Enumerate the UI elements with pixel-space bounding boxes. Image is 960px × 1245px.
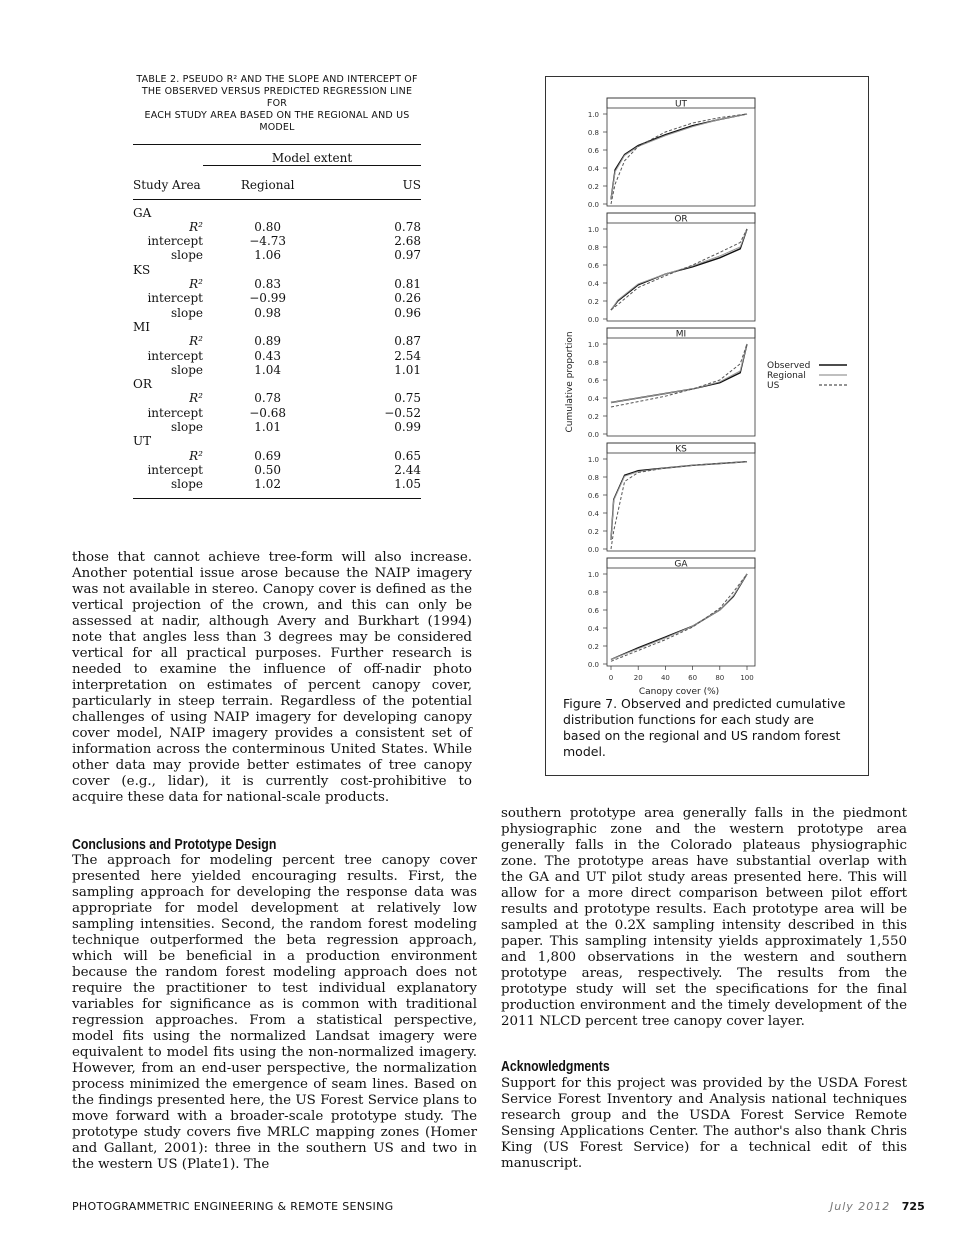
left-column-text: those that cannot achieve tree-form will also increase. Another potential issue arose because the NAIP imagery was not available in stereo. Canopy cover is defined as the vertical projection of the crown, and this can only be assessed at nadir, although Avery and Burkhart (1994) note that angles less than 3 degrees may be considered vertical for all practical purposes. Further research is needed to examine the influence of off-nadir photo interpretation on estimates of percent canopy cover, particularly in steep terrain. Regardless of the potential challenges of using NAIP imagery for developing canopy cover model, NAIP imagery provides a consistent set of information across the conterminous United States. While other data may provide better estimates of tree canopy cover (e.g., lidar), it is currently cost-prohibitive to acquire these data for national-scale products. (72, 550, 472, 805)
table-cell: 0.75 (394, 391, 421, 406)
series-line-observed (611, 344, 747, 403)
panel-label: UT (674, 99, 688, 110)
table-row (133, 306, 421, 320)
table-cell: 0.80 (254, 219, 281, 234)
table-cell (332, 199, 421, 220)
y-tick-label: 0.0 (587, 546, 599, 554)
y-tick-label: 0.6 (587, 377, 599, 385)
y-tick-label: 0.0 (587, 431, 599, 439)
table-group-row (133, 263, 421, 277)
table-cell: 1.01 (254, 420, 281, 435)
table-row (133, 334, 421, 348)
series-line-us (611, 114, 747, 204)
table-row (133, 234, 421, 248)
table-cell: 0.97 (394, 248, 421, 263)
panel-frame (607, 443, 755, 551)
table-cell: slope (170, 420, 203, 435)
series-line-observed (611, 114, 747, 200)
y-tick-label: 0.0 (587, 201, 599, 209)
table-cell: 1.06 (254, 248, 281, 263)
table-row (133, 477, 421, 498)
table-cell: 1.01 (394, 362, 421, 377)
table-cell: 0.69 (254, 448, 281, 463)
table-cell: 0.87 (394, 334, 421, 349)
table-cell: GA (133, 199, 203, 220)
x-tick-label: 20 (633, 674, 643, 682)
y-tick-label: 0.0 (587, 661, 599, 669)
table-cell: 0.78 (254, 391, 281, 406)
table-group-row (133, 434, 421, 448)
acknowledgments-text: Support for this project was provided by the USDA Forest Service Forest Inventory and Analysis national techniques research group and the USDA Forest Service Remote Sensing Applications Center. The author's also thank Chris King (US Forest Service) for a technical edit of this manuscript. (501, 1076, 907, 1171)
table-cell: R² (189, 219, 203, 234)
table-2 (133, 74, 421, 499)
legend-label: US (767, 381, 780, 391)
table-cell (203, 320, 332, 334)
col-header-us: US (402, 178, 421, 193)
y-tick-label: 0.2 (587, 413, 599, 421)
y-tick-label: 0.2 (587, 298, 599, 306)
table-cell: UT (133, 434, 152, 449)
y-tick-label: 0.8 (587, 129, 599, 137)
y-tick-label: 0.4 (587, 625, 599, 633)
table-cell: intercept (147, 405, 203, 420)
y-tick-label: 0.4 (587, 395, 599, 403)
series-line-regional (611, 114, 747, 200)
series-line-us (611, 344, 747, 407)
table-cell: 1.02 (203, 477, 332, 498)
table-cell: intercept (147, 348, 203, 363)
table-cell: KS (133, 262, 151, 277)
table-cell: 0.98 (254, 305, 281, 320)
y-tick-label: 1.0 (587, 456, 599, 464)
table-cell: slope (170, 305, 203, 320)
table-cell: 2.44 (394, 462, 421, 477)
table-cell: 0.83 (254, 277, 281, 292)
table-row (133, 463, 421, 477)
table-cell: −0.68 (249, 405, 287, 420)
footer-page: 725 (901, 1200, 925, 1213)
y-tick-label: 1.0 (587, 111, 599, 119)
footer-journal: PHOTOGRAMMETRIC ENGINEERING & REMOTE SENSING (72, 1200, 394, 1213)
table-row (133, 248, 421, 262)
panel-label: KS (675, 444, 687, 455)
panel-frame (607, 328, 755, 436)
table-row (133, 391, 421, 405)
table-cell: 2.54 (394, 348, 421, 363)
table-cell: intercept (147, 234, 203, 249)
table-body (133, 144, 421, 499)
y-tick-label: 1.0 (587, 341, 599, 349)
series-line-regional (611, 462, 747, 540)
legend-label: Observed (767, 361, 811, 371)
spanner-header: Model extent (203, 145, 421, 166)
table-row (133, 220, 421, 234)
table-cell: R² (189, 334, 203, 349)
series-line-us (611, 462, 747, 549)
heading-conclusions: Conclusions and Prototype Design (72, 836, 277, 853)
x-tick-label: 60 (688, 674, 698, 682)
table-cell (203, 434, 332, 448)
y-tick-label: 0.6 (587, 492, 599, 500)
figure-7-chart (545, 76, 867, 696)
table-cell: 0.50 (254, 462, 281, 477)
table-row (133, 349, 421, 363)
table-cell: 1.05 (332, 477, 421, 498)
footer-date-page (830, 1200, 925, 1213)
table-cell: 0.43 (254, 348, 281, 363)
x-axis-label: Canopy cover (%) (638, 687, 720, 696)
table-cell: slope (133, 477, 203, 498)
y-tick-label: 1.0 (587, 571, 599, 579)
table-cell: R² (189, 448, 203, 463)
table-cell (332, 434, 421, 448)
y-tick-label: 0.2 (587, 528, 599, 536)
y-tick-label: 0.8 (587, 474, 599, 482)
table-cell: −0.99 (249, 291, 287, 306)
x-tick-label: 0 (608, 674, 614, 682)
y-tick-label: 0.0 (587, 316, 599, 324)
table-cell: R² (189, 277, 203, 292)
table-row (133, 291, 421, 305)
table-cell: 1.04 (254, 362, 281, 377)
table-cell: intercept (147, 291, 203, 306)
table-cell (332, 320, 421, 334)
y-tick-label: 0.8 (587, 359, 599, 367)
table-cell: MI (133, 319, 151, 334)
panel-frame (607, 558, 755, 666)
table-cell (203, 263, 332, 277)
y-tick-label: 0.6 (587, 147, 599, 155)
table-cell (332, 263, 421, 277)
panel-frame (607, 213, 755, 321)
y-tick-label: 0.6 (587, 262, 599, 270)
footer-date: July 2012 (830, 1200, 891, 1213)
table-cell (203, 199, 332, 220)
table-cell: 2.68 (394, 234, 421, 249)
table-cell (332, 377, 421, 391)
legend-label: Regional (767, 371, 806, 381)
table-group-row (133, 320, 421, 334)
table-cell: −4.73 (249, 234, 287, 249)
right-column-text: southern prototype area generally falls in the piedmont physiographic zone and the western prototype area generally falls in the Colorado plateaus physiographic zone. The prototype areas have substantial overlap with the GA and UT pilot study areas presented here. This will allow for a more direct comparison between pilot effort results and prototype results. Each prototype area will be sampled at the 0.2X sampling intensity described in this paper. This sampling intensity yields approximately 1,550 and 1,800 observations in the western and southern prototype areas, respectively. The results from the prototype study will set the specifications for the final production environment and the timely development of the 2011 NLCD percent tree canopy cover layer. (501, 806, 907, 1029)
panel-label: MI (675, 329, 687, 340)
table-group-row (133, 377, 421, 391)
panel-label: GA (674, 559, 688, 570)
table-row (133, 277, 421, 291)
panel-label: OR (674, 214, 688, 225)
series-line-regional (611, 574, 747, 660)
heading-acknowledgments: Acknowledgments (501, 1058, 610, 1075)
table-cell: 0.89 (254, 334, 281, 349)
y-tick-label: 0.8 (587, 244, 599, 252)
table-cell: 0.26 (394, 291, 421, 306)
y-tick-label: 0.4 (587, 510, 599, 518)
y-tick-label: 0.2 (587, 643, 599, 651)
table-cell: 0.65 (394, 448, 421, 463)
series-line-us (611, 574, 747, 661)
figure-caption: Figure 7. Observed and predicted cumulative distribution functions for each study are based on the regional and US random forest model. (563, 696, 846, 759)
table-cell: 0.96 (394, 305, 421, 320)
y-tick-label: 0.8 (587, 589, 599, 597)
table-cell: 0.99 (394, 420, 421, 435)
table-row (133, 406, 421, 420)
table-cell (203, 377, 332, 391)
table-cell: intercept (147, 462, 203, 477)
x-tick-label: 100 (740, 674, 754, 682)
x-tick-label: 80 (715, 674, 725, 682)
table-caption: TABLE 2. PSEUDO R² AND THE SLOPE AND INTERCEPT OF THE OBSERVED VERSUS PREDICTED REGRESSION LINE FOR EACH STUDY AREA BASED ON THE REGIONAL AND US MODEL (136, 74, 418, 133)
table-cell: slope (170, 362, 203, 377)
col-header-area: Study Area (133, 178, 201, 193)
table-row (133, 420, 421, 434)
x-tick-label: 40 (660, 674, 670, 682)
conclusions-text: The approach for modeling percent tree canopy cover presented here yielded encouraging results. First, the sampling approach for developing the response data was appropriate for model development at relatively low sampling intensities. Second, the random forest modeling technique outperformed the beta regression approach, which will be beneficial in a production environment because the random forest modeling approach does not require the practitioner to test individual explanatory variables for significance as is common with traditional regression approaches. From a statistical perspective, model fits using the normalized Landsat imagery were equivalent to model fits using the non-normalized imagery. However, from an end-user perspective, the normalization process minimized the emergence of seam lines. Based on the findings presented here, the US Forest Service plans to move forward with a broader-scale prototype study. The prototype study covers five MRLC mapping zones (Homer and Gallant, 2001): three in the southern US and two in the western US (Plate1). The (72, 853, 477, 1172)
table-cell: 0.78 (394, 219, 421, 234)
table-cell: slope (170, 248, 203, 263)
series-line-regional (611, 344, 747, 403)
table-cell: −0.52 (384, 405, 421, 420)
y-tick-label: 0.6 (587, 607, 599, 615)
table-cell: R² (189, 391, 203, 406)
table-cell: 0.81 (394, 277, 421, 292)
y-tick-label: 0.4 (587, 280, 599, 288)
table-cell: OR (133, 377, 152, 392)
table-row (133, 449, 421, 463)
table-group-row (133, 199, 421, 220)
y-tick-label: 1.0 (587, 226, 599, 234)
y-tick-label: 0.2 (587, 183, 599, 191)
y-tick-label: 0.4 (587, 165, 599, 173)
y-axis-label: Cumulative proportion (565, 331, 575, 433)
col-header-regional: Regional (240, 178, 295, 193)
series-line-observed (611, 574, 747, 660)
table-row (133, 363, 421, 377)
series-line-regional (611, 229, 747, 310)
